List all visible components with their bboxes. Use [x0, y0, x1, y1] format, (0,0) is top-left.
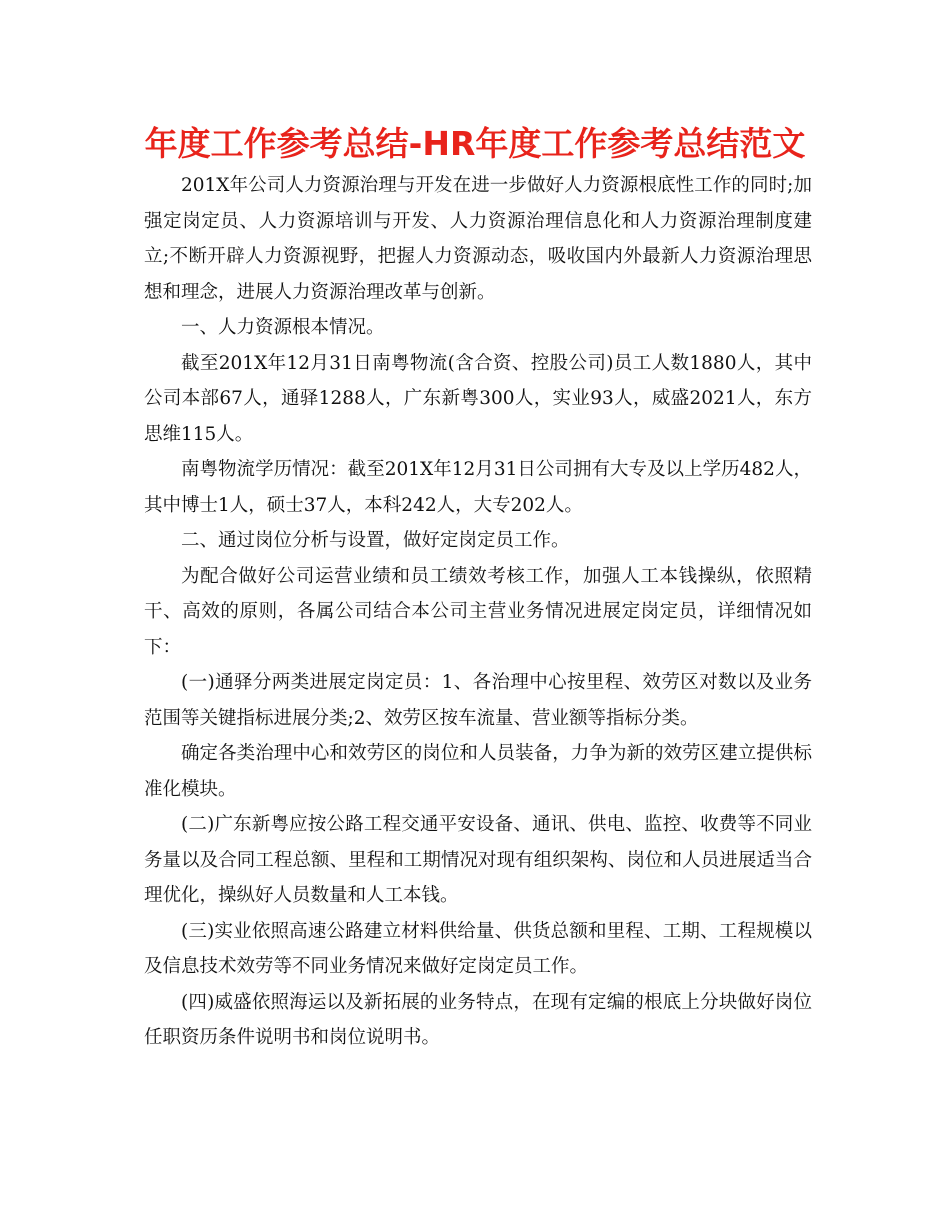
- paragraph-item-1-detail: 确定各类治理中心和效劳区的岗位和人员装备，力争为新的效劳区建立提供标准化模块。: [144, 743, 812, 800]
- section-heading-2: 二、通过岗位分析与设置，做好定岗定员工作。: [181, 530, 570, 551]
- document-title: 年度工作参考总结-HR年度工作参考总结范文: [144, 124, 806, 163]
- paragraph-education: 南粤物流学历情况：截至201X年12月31日公司拥有大专及以上学历482人，其中博士1人，硕士37人，本科242人，大专202人。: [144, 459, 812, 516]
- paragraph-item-1: (一)通驿分两类进展定岗定员：1、各治理中心按里程、效劳区对数以及业务范围等关键指标进展分类;2、效劳区按车流量、营业额等指标分类。: [144, 672, 812, 729]
- document-body: [144, 168, 812, 1056]
- paragraph-item-2: (二)广东新粤应按公路工程交通平安设备、通讯、供电、监控、收费等不同业务量以及合同工程总额、里程和工期情况对现有组织架构、岗位和人员进展适当合理优化，操纵好人员数量和人工本钱。: [144, 814, 812, 906]
- section-heading-1: 一、人力资源根本情况。: [181, 317, 385, 338]
- paragraph-headcount: 截至201X年12月31日南粤物流(含合资、控股公司)员工人数1880人，其中公司本部67人，通驿1288人，广东新粤300人，实业93人，威盛2021人，东方思维115人。: [144, 352, 812, 445]
- paragraph-intro: 201X年公司人力资源治理与开发在进一步做好人力资源根底性工作的同时;加强定岗定员、人力资源培训与开发、人力资源治理信息化和人力资源治理制度建立;不断开辟人力资源视野，把握人力资源动态，吸收国内外最新人力资源治理思想和理念，进展人力资源治理改革与创新。: [144, 175, 812, 303]
- paragraph-staffing-principle: 为配合做好公司运营业绩和员工绩效考核工作，加强人工本钱操纵，依照精干、高效的原则，各属公司结合本公司主营业务情况进展定岗定员，详细情况如下：: [144, 565, 812, 658]
- paragraph-item-4: (四)威盛依照海运以及新拓展的业务特点，在现有定编的根底上分块做好岗位任职资历条件说明书和岗位说明书。: [144, 991, 812, 1048]
- paragraph-item-3: (三)实业依照高速公路建立材料供给量、供货总额和里程、工期、工程规模以及信息技术效劳等不同业务情况来做好定岗定员工作。: [144, 920, 812, 977]
